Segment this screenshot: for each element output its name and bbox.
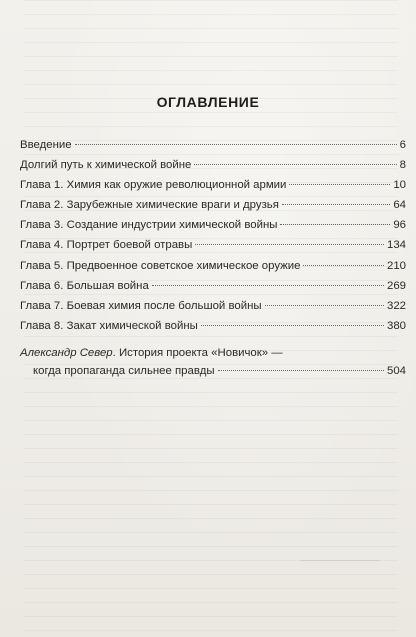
toc-entry-label: Глава 7. Боевая химия после большой войны: [20, 299, 262, 312]
dot-leader: [195, 244, 384, 245]
toc-entry-page: 134: [386, 239, 406, 252]
dot-leader: [280, 224, 390, 225]
dot-leader: [194, 164, 396, 165]
appendix-title-line1: . История проекта «Новичок» —: [112, 346, 283, 359]
toc-appendix-entry: [20, 344, 406, 380]
page-title: ОГЛАВЛЕНИЕ: [156, 94, 260, 110]
toc-entry: [20, 139, 406, 159]
toc-entry-page: 380: [386, 319, 406, 332]
toc-entry: [20, 159, 406, 179]
toc-entry-page: 10: [393, 179, 406, 192]
table-of-contents: [20, 139, 406, 380]
toc-entry-label: Глава 1. Химия как оружие революционной армии: [20, 179, 287, 192]
dot-leader: [75, 144, 397, 145]
appendix-page: 504: [386, 364, 406, 377]
dot-leader: [265, 305, 384, 306]
toc-entry-page: 269: [386, 279, 406, 292]
toc-entry-label: Глава 4. Портрет боевой отравы: [20, 239, 193, 252]
toc-entry-page: 322: [386, 299, 406, 312]
toc-entry-page: 210: [386, 259, 406, 272]
toc-entry-label: Введение: [20, 139, 72, 151]
appendix-second-line: [20, 362, 406, 380]
appendix-first-line: [20, 344, 406, 362]
toc-entry: [20, 280, 406, 300]
toc-entry: [20, 239, 406, 259]
toc-entry-label: Глава 3. Создание индустрии химической войны: [20, 219, 278, 232]
toc-entry-page: 64: [393, 199, 406, 212]
toc-entry-page: 8: [399, 159, 406, 172]
toc-entry-label: Глава 5. Предвоенное советское химическое оружие: [20, 259, 301, 272]
toc-entry-label: Долгий путь к химической войне: [20, 159, 192, 172]
toc-entry: [20, 219, 406, 239]
toc-entry-page: 6: [399, 139, 406, 151]
dot-leader: [282, 204, 390, 205]
toc-entry: [20, 260, 406, 280]
toc-entry: [20, 300, 406, 320]
appendix-author: Александр Север: [20, 346, 113, 359]
dot-leader: [152, 285, 384, 286]
toc-entry: [20, 199, 406, 219]
dot-leader: [303, 265, 384, 266]
dot-leader: [201, 325, 384, 326]
toc-entry: [20, 320, 406, 340]
dot-leader: [218, 370, 384, 371]
toc-entry-label: Глава 6. Большая война: [20, 279, 149, 292]
toc-entry-label: Глава 8. Закат химической войны: [20, 319, 198, 332]
dot-leader: [289, 184, 390, 185]
toc-entry-label: Глава 2. Зарубежные химические враги и друзья: [20, 199, 279, 212]
paper-mark: [300, 560, 380, 561]
toc-entry-page: 96: [393, 219, 406, 232]
toc-entry: [20, 179, 406, 199]
appendix-title-line2: когда пропаганда сильнее правды: [33, 364, 215, 377]
